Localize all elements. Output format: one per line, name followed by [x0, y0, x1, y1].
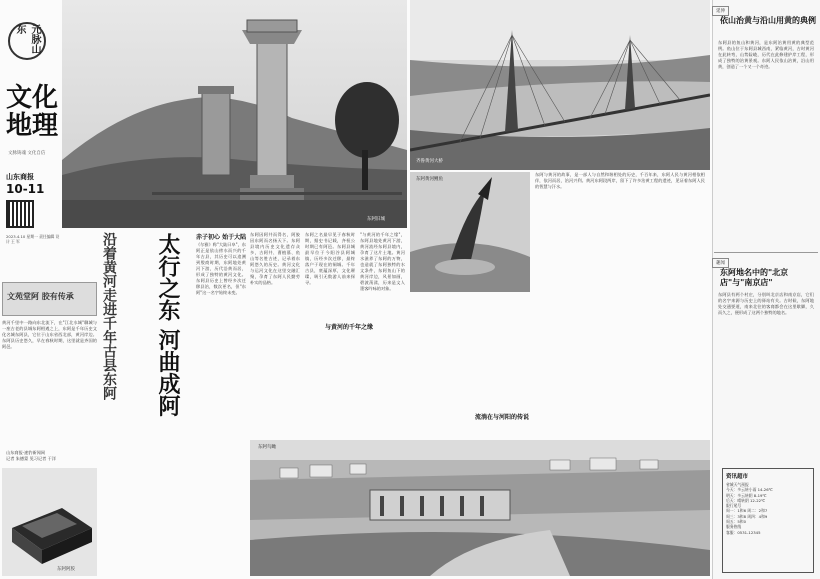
info-line: 客服：0531-12345: [726, 529, 761, 535]
bridge-illustration: [410, 0, 710, 170]
info-line: 周三：3和8 周四：4和9: [726, 513, 768, 519]
gift-box-illustration: [2, 468, 97, 576]
info-line: 服务热线: [726, 524, 742, 530]
info-box: [722, 468, 814, 573]
info-line: 省城天气预报: [726, 482, 749, 487]
article-col-5: 东阿与黄河的故事，是一部人与自然和谐相处的历史，千百年来，东阿人民与黄河相依相伴，依河而居，治河兴利。黄河东阿段两岸，留下了许多治黄工程的遗迹，见证着东阿人民的智慧与汗水。: [535, 172, 705, 189]
byline: [6, 450, 96, 462]
issue-meta: 2023.4.10 星期一 责任编辑 设计 王 军: [6, 234, 60, 244]
section-title-3: 流淌在与河阳的传说: [475, 414, 530, 421]
bridge-caption: 齐鲁黄河大桥: [416, 159, 443, 164]
fun-tag: 趣闻: [712, 258, 729, 268]
product-photo: [2, 468, 97, 576]
monument-caption: 东阿旧城: [367, 217, 385, 222]
byline-reporter: 记者 朱德蒙 见习记者 于洋: [6, 456, 57, 461]
info-line: 后天：晴转阴 12-22℃: [726, 497, 766, 503]
extend-tag: 延伸: [712, 6, 729, 16]
section-title: 文化地理: [6, 83, 59, 141]
section-tags: 文脉铸魂 文化自信: [8, 151, 46, 156]
sidebar-text-2: 东阿县有两个村庄，分别叫北京店和南京店，它们的名字来源与历史上的驿站有关。古时候，东阿地处交通要道，南来北往的客商都会在这里歇脚，久而久之，便形成了这两个独特的地名。: [718, 292, 814, 315]
info-box-title: 资讯超市: [726, 474, 749, 480]
page-numbers: 10-11: [6, 182, 45, 196]
town-caption: 东阿鸟瞰: [258, 445, 276, 450]
byline-paper: 山东商报·速豹新闻网: [6, 450, 46, 455]
sidebar-title-1: 依山治黄与沿山用黄的典例: [720, 16, 816, 25]
town-photo: [250, 440, 710, 576]
aerial-town-illustration: [250, 440, 710, 576]
lead-paragraph: 黄河千里中一路向东北流下，在"江北水城"聊城与一座古老的县城东阿相遇之上，东阿是千年历史文化名城东阿县，它位于山东省西北部，黄河岸边。东阿县历史悠久，早在春秋时期，这里就是齐国的阿邑。: [2, 320, 97, 349]
monument-photo: [62, 0, 407, 228]
carp-illustration: [410, 172, 530, 292]
article-col-4: "与黄河的千年之缘"，东阿县地处黄河下游，黄河流经东阿县境内，孕育了这片土地。黄河水滋养了东阿的万物，也造就了东阿独特的水文条件，东阿鱼山下的黄河岸边，风景如画，碧波荡漾，历来是文人墨客吟咏的对象。: [360, 232, 405, 291]
logo-text: 元脉山东: [14, 24, 40, 54]
section-logo: [8, 22, 46, 60]
info-line: 周五：5和0: [726, 519, 747, 525]
article-col-3: 东阿之名最早见于春秋时期，据史书记载，齐桓公时期已有阿邑。东阿县城最早位于今阳谷县阿城镇，历经多次迁移，最终落户于现在的铜城。千年古县，底蕴深厚，文化璀璨，吸引无数游人前来探寻。: [305, 232, 355, 285]
section-title-2: 与黄河的千年之缘: [325, 324, 374, 331]
article-col-1: 《尔雅》称"大陆曰阜"，东阿正是依山傍水而兴的千年古县，其历史可以追溯到殷商时期，东阿地处黄河下游，历代沿黄而居，形成了独特的黄河文化。东阿县历史上曾经多次迁移县治，数次更名，但"东阿"这一名字始终未变。: [196, 242, 246, 295]
qr-code-icon: [6, 200, 34, 228]
fish-caption: 东阿黄河鲤鱼: [416, 177, 443, 182]
article-col-2: 东阿因阿井而得名，阿胶因东阿而名扬天下。东阿县境内历史文化遗存众多，古阿井、曹植墓、鱼山等名胜古迹，记录着东阿悠久的历史。黄河文化与运河文化在这里交融汇聚，孕育了东阿人民勤劳朴实的品格。: [250, 232, 300, 285]
product-caption: 东阿阿胶: [57, 567, 75, 572]
advert-line1: 文苑堂阿 胶有传承: [7, 291, 74, 301]
section-title-1: 赤子初心 始于大陆: [196, 234, 247, 241]
monument-illustration: [62, 0, 407, 228]
bridge-photo: [410, 0, 710, 170]
sidebar-divider: [714, 252, 818, 253]
masthead: [2, 2, 60, 252]
fish-photo: [410, 172, 530, 292]
sidebar-text-1: 东阿县的鱼山和黄河，是东阿治黄用黄的典型范例。鱼山位于东阿县城西南，紧临黄河，古时黄河在此转弯，山势险峻，历代在此修建护岸工程，形成了独特的治黄景观。东阿人民依山治黄，沿山用黄，创造了一个又一个奇迹。: [718, 40, 814, 69]
headline-subtitle: 沿着黄河走进千年古县东阿: [101, 232, 117, 400]
info-line: 周一：1和6 周二：2和7: [726, 508, 768, 514]
paper-name: 山东商报: [6, 173, 34, 181]
info-line: 明天：多云转阴 8-19℃: [726, 492, 767, 498]
advert-block: [2, 282, 97, 316]
sidebar-title-2: 东阿地名中的"北京店"与"南京店": [720, 268, 789, 287]
headline-main: 太行之东 河曲成阿: [155, 233, 181, 417]
info-line: 今天：多云转小雨 14-26℃: [726, 487, 773, 493]
info-line: 限行尾号: [726, 503, 742, 509]
